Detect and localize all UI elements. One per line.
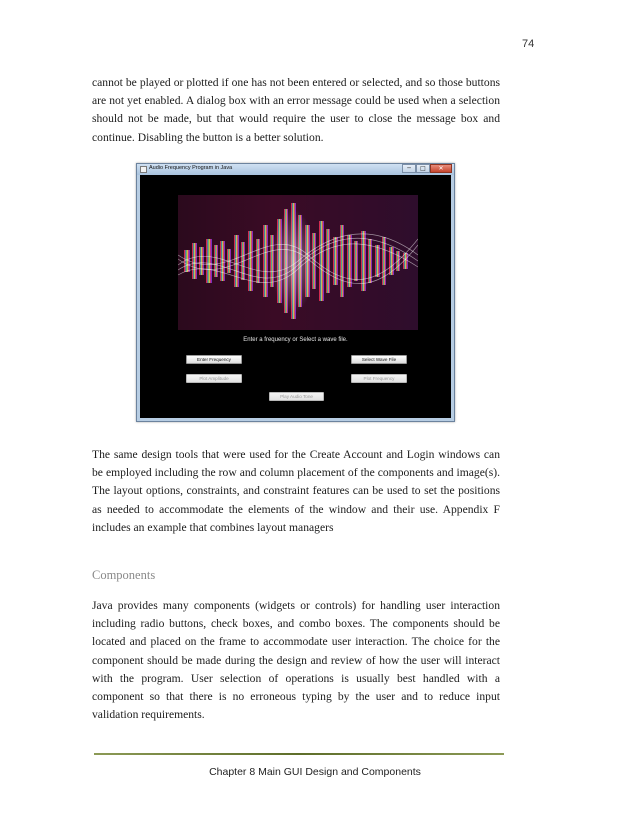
java-window-title: Audio Frequency Program in Java — [149, 165, 233, 171]
close-icon: ✕ — [430, 164, 452, 173]
plot-amplitude-button[interactable]: Plot Amplitude — [186, 374, 242, 383]
components-paragraph: Java provides many components (widgets or controls) for handling user interaction including radio buttons, check boxes, and combo boxes. The components should be located and placed on the frame to accommodate user interaction. The choice for the component should be made during the design and review of how the user will interact with the program. User selection of operations is usually best handled with a component so that there is no erroneous typing by the user and to reduce input validation requirements. — [92, 599, 500, 722]
java-app-icon — [140, 166, 147, 173]
java-window-titlebar — [137, 164, 454, 175]
section-heading: Components — [92, 568, 156, 582]
play-audio-tone-button[interactable]: Play Audio Tone — [269, 392, 324, 401]
java-window-content — [140, 175, 451, 418]
chapter-footer: Chapter 8 Main GUI Design and Components — [209, 766, 421, 778]
audio-wave-banner-image — [178, 195, 418, 330]
design-paragraph: The same design tools that were used for the Create Account and Login windows can be employed including the row and column placement of the components and image(s). The layout options, constraints, and constraint features can be used to set the positions as needed to accommodate the elements of the window and their use. Appendix F includes an example that combines layout managers — [92, 448, 500, 534]
audio-wave-image — [178, 195, 418, 330]
footer-rule — [94, 753, 504, 755]
minimize-icon: ─ — [402, 164, 416, 173]
maximize-icon: □ — [416, 164, 430, 173]
select-wave-file-button[interactable]: Select Wave File — [351, 355, 407, 364]
page-number: 74 — [522, 38, 535, 50]
plot-frequency-button[interactable]: Plot Frequency — [351, 374, 407, 383]
intro-paragraph: cannot be played or plotted if one has not been entered or selected, and so those buttons are not yet enabled. A dialog box with an error message could be used when a selection should not be made, but that would require the user to close the message box and continue. Disabling the button is a better solution. — [92, 76, 500, 144]
frequency-prompt-label: Enter a frequency or Select a wave file. — [243, 337, 348, 343]
enter-frequency-button[interactable]: Enter Frequency — [186, 355, 242, 364]
java-app-screenshot — [136, 163, 455, 422]
